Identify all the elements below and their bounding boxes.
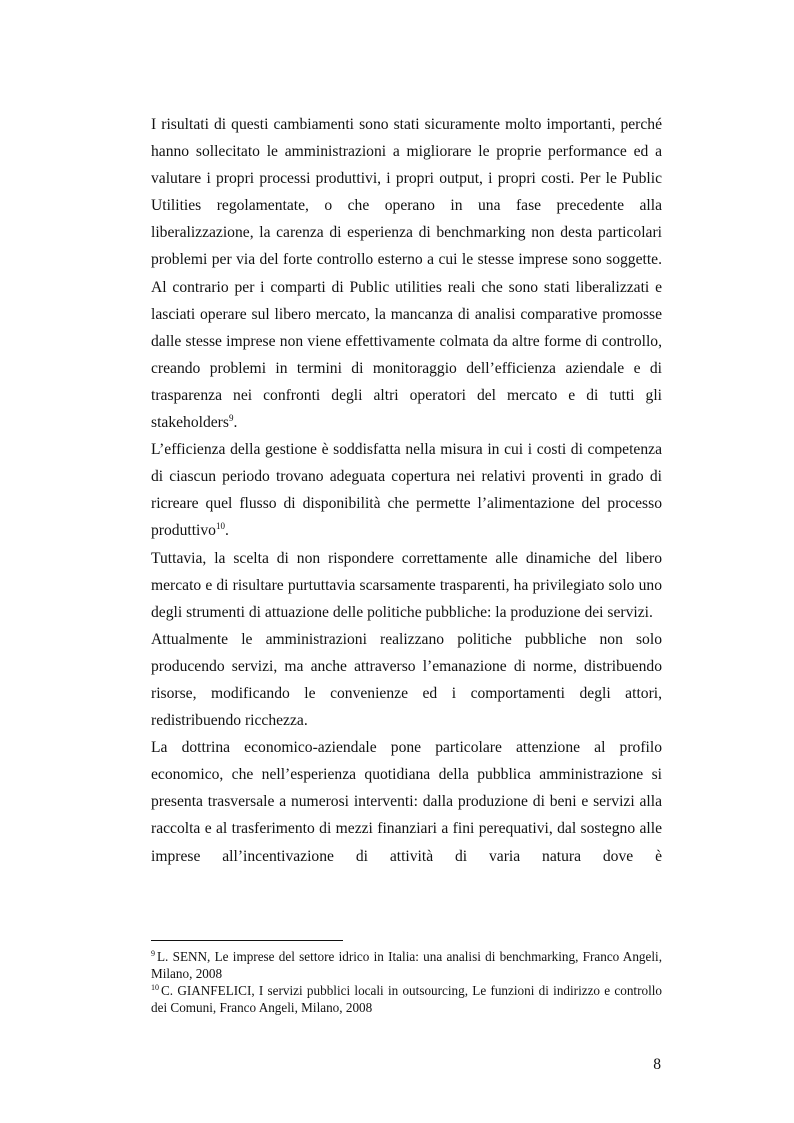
page-number: 8: [653, 1056, 661, 1073]
footnote-separator: [151, 940, 343, 941]
footnotes: [151, 948, 662, 1016]
paragraph: [151, 626, 662, 734]
body-text: [151, 111, 662, 870]
paragraph-text: Attualmente le amministrazioni realizzano politiche pubbliche non solo producendo servizi, ma anche attraverso l’emanazione di norme, distribuendo risorse, modificando le convenienze ed i comportamenti degli attori, redistribuendo ricchezza.: [151, 630, 662, 730]
footnote-number: 10: [151, 983, 159, 992]
footnote: [151, 982, 662, 1016]
paragraph-text: Tuttavia, la scelta di non rispondere correttamente alle dinamiche del libero mercato e di risultare purtuttavia scarsamente trasparenti, ha privilegiato solo uno degli strumenti di attuazione delle politiche pubbliche: la produzione dei servizi.: [151, 549, 662, 621]
footnote-text: C. GIANFELICI, I servizi pubblici locali in outsourcing, Le funzioni di indirizzo e controllo dei Comuni, Franco Angeli, Milano, 2008: [151, 983, 662, 1015]
footnote: [151, 948, 662, 982]
paragraph: [151, 734, 662, 869]
paragraph-end-punctuation: .: [224, 522, 229, 540]
paragraph-end-punctuation: .: [233, 414, 238, 432]
footnote-text: L. SENN, Le imprese del settore idrico in Italia: una analisi di benchmarking, Franco Angeli, Milano, 2008: [151, 949, 662, 981]
paragraph-text: La dottrina economico-aziendale pone particolare attenzione al profilo economico, che nell’esperienza quotidiana della pubblica amministrazione si presenta trasversale a numerosi interventi: dalla produzione di beni e servizi alla raccolta e al trasferimento di mezzi finanziari a fini perequativi, dal sostegno alle imprese all’incentivazione di attività di varia natura dove è: [151, 739, 662, 865]
paragraph-text: L’efficienza della gestione è soddisfatta nella misura in cui i costi di competenza di ciascun periodo trovano adeguata copertura nei relativi proventi in grado di ricreare quel flusso di disponibilità che permette l’alimentazione del processo produttivo: [151, 441, 662, 540]
footnote-reference: 9: [228, 413, 234, 424]
paragraph-text: I risultati di questi cambiamenti sono stati sicuramente molto importanti, perché hanno sollecitato le amministrazioni a migliorare le proprie performance ed a valutare i propri processi produttivi, i propri output, i propri costi. Per le Public Utilities regolamentate, o che operano in una fase precedente alla liberalizzazione, la carenza di esperienza di benchmarking non desta particolari problemi per via del forte controllo esterno a cui le stesse imprese sono soggette. Al contrario per i comparti di Public utilities reali che sono stati liberalizzati e lasciati operare sul libero mercato, la mancanza di analisi comparative promosse dalle stesse imprese non viene effettivamente colmata da altre forme di controllo, creando problemi in termini di monitoraggio dell’efficienza aziendale e di trasparenza nei confronti degli altri operatori del mercato e di tutti gli stakeholders: [151, 116, 662, 432]
paragraph: [151, 545, 662, 626]
footnote-reference: 10: [215, 521, 225, 532]
paragraph: [151, 111, 662, 436]
paragraph: [151, 436, 662, 544]
footnote-number: 9: [151, 949, 155, 958]
